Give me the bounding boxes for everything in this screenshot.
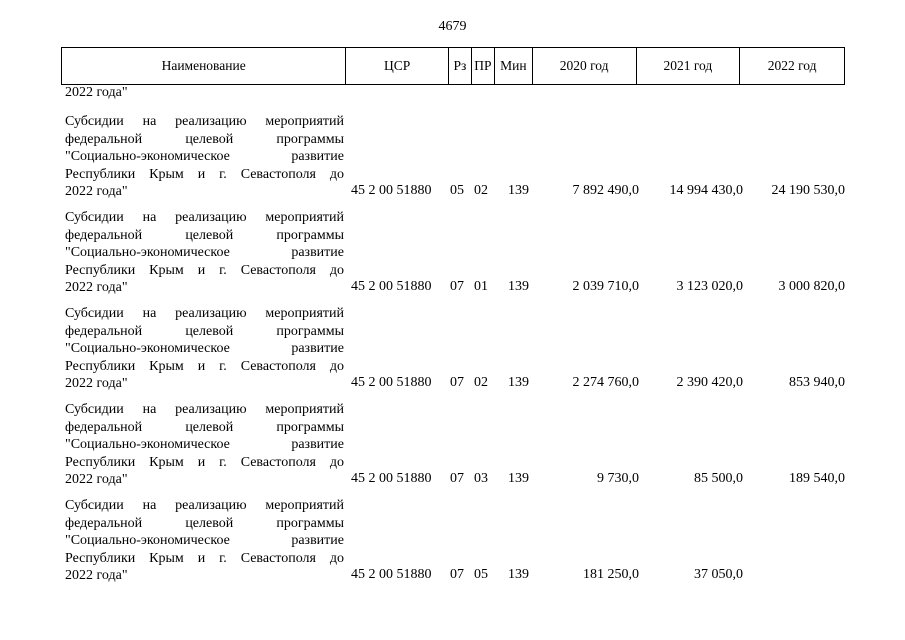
row-rz: 07 <box>450 471 464 486</box>
description-line: федеральной целевой программы <box>65 515 344 531</box>
row-pr: 01 <box>474 279 488 294</box>
description-line: "Социально-экономическое развитие <box>65 149 344 164</box>
description-line: Республики Крым и г. Севастополя до <box>65 550 344 566</box>
row-pr: 02 <box>474 375 488 390</box>
row-value-2020: 2 274 760,0 <box>572 375 639 390</box>
description-line: 2022 года" <box>65 280 128 295</box>
description-line: Субсидии на реализацию мероприятий <box>65 114 344 129</box>
description-line: федеральной целевой программы <box>65 323 344 339</box>
header-2022: 2022 год <box>767 58 817 73</box>
description-line: Республики Крым и г. Севастополя до <box>65 358 344 374</box>
table-row <box>61 113 845 199</box>
row-value-2022: 189 540,0 <box>789 471 845 486</box>
row-min: 139 <box>508 375 529 390</box>
row-value-2020: 2 039 710,0 <box>572 279 639 294</box>
header-name: Наименование <box>62 48 346 84</box>
header-rz: Рз <box>449 48 472 84</box>
row-pr: 03 <box>474 471 488 486</box>
row-csr: 45 2 00 51880 <box>351 279 432 294</box>
description-line: 2022 года" <box>65 472 128 487</box>
description-line: федеральной целевой программы <box>65 419 344 435</box>
row-value-2020: 181 250,0 <box>583 567 639 582</box>
header-pr: ПР <box>472 48 495 84</box>
description-line: Субсидии на реализацию мероприятий <box>65 402 344 417</box>
carried-over-text: 2022 года" <box>65 85 128 100</box>
row-min: 139 <box>508 279 529 294</box>
row-min: 139 <box>508 183 529 198</box>
row-min: 139 <box>508 471 529 486</box>
row-min: 139 <box>508 567 529 582</box>
row-value-2021: 3 123 020,0 <box>676 279 743 294</box>
table-row <box>61 305 845 391</box>
row-description <box>65 401 344 489</box>
header-2020: 2020 год <box>533 48 637 84</box>
row-value-2022: 853 940,0 <box>789 375 845 390</box>
description-line: 2022 года" <box>65 376 128 391</box>
row-description <box>65 113 344 201</box>
row-csr: 45 2 00 51880 <box>351 567 432 582</box>
row-description <box>65 497 344 585</box>
row-value-2021: 14 994 430,0 <box>669 183 743 198</box>
table-row <box>61 497 845 583</box>
row-pr: 02 <box>474 183 488 198</box>
row-value-2022: 24 190 530,0 <box>771 183 845 198</box>
description-line: "Социально-экономическое развитие <box>65 341 344 356</box>
row-rz: 07 <box>450 567 464 582</box>
header-csr: ЦСР <box>346 48 449 84</box>
row-description <box>65 209 344 297</box>
description-line: Республики Крым и г. Севастополя до <box>65 262 344 278</box>
description-line: Субсидии на реализацию мероприятий <box>65 498 344 513</box>
table-row <box>61 401 845 487</box>
description-line: Субсидии на реализацию мероприятий <box>65 306 344 321</box>
description-line: Республики Крым и г. Севастополя до <box>65 166 344 182</box>
row-csr: 45 2 00 51880 <box>351 471 432 486</box>
row-rz: 07 <box>450 279 464 294</box>
table-header <box>61 47 845 85</box>
header-2021: 2021 год <box>637 48 741 84</box>
row-value-2021: 2 390 420,0 <box>676 375 743 390</box>
description-line: "Социально-экономическое развитие <box>65 533 344 548</box>
description-line: 2022 года" <box>65 184 128 199</box>
row-rz: 07 <box>450 375 464 390</box>
row-value-2020: 7 892 490,0 <box>572 183 639 198</box>
row-description <box>65 305 344 393</box>
row-value-2021: 85 500,0 <box>694 471 743 486</box>
header-min: Мин <box>495 48 533 84</box>
description-line: "Социально-экономическое развитие <box>65 437 344 452</box>
row-value-2022: 3 000 820,0 <box>778 279 845 294</box>
row-value-2021: 37 050,0 <box>694 567 743 582</box>
row-csr: 45 2 00 51880 <box>351 375 432 390</box>
description-line: "Социально-экономическое развитие <box>65 245 344 260</box>
row-csr: 45 2 00 51880 <box>351 183 432 198</box>
row-rz: 05 <box>450 183 464 198</box>
row-pr: 05 <box>474 567 488 582</box>
row-value-2020: 9 730,0 <box>597 471 639 486</box>
description-line: федеральной целевой программы <box>65 131 344 147</box>
description-line: Республики Крым и г. Севастополя до <box>65 454 344 470</box>
description-line: Субсидии на реализацию мероприятий <box>65 210 344 225</box>
description-line: 2022 года" <box>65 568 128 583</box>
page-number: 4679 <box>438 19 467 34</box>
description-line: федеральной целевой программы <box>65 227 344 243</box>
table-row <box>61 209 845 295</box>
